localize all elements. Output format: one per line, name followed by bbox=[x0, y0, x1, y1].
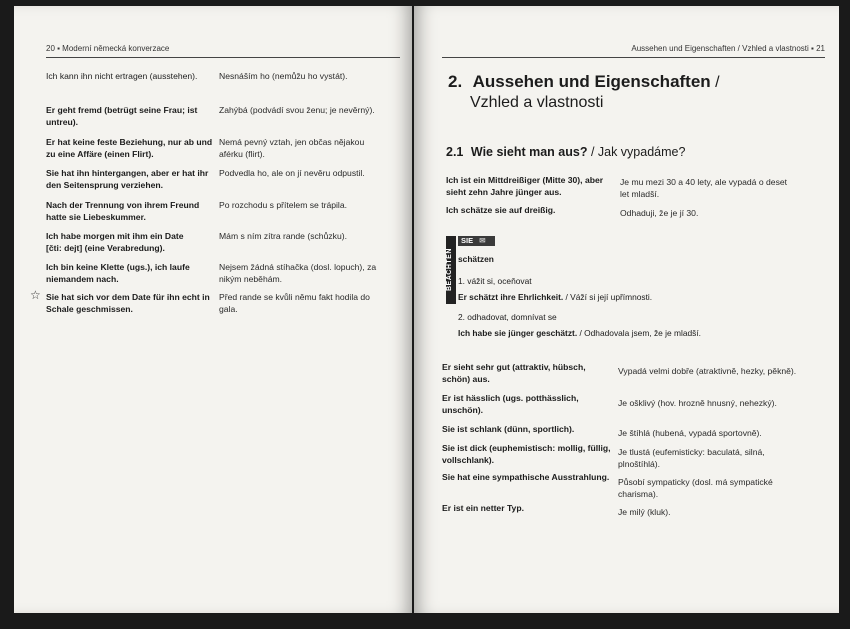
entry-cz: Po rozchodu s přítelem se trápila. bbox=[219, 200, 348, 210]
note-sense-2: 2. odhadovat, domnívat se bbox=[458, 312, 557, 322]
sie-tag-label: SIE bbox=[461, 236, 474, 245]
entry-de-line2: [čti: dejt] (eine Verabredung). bbox=[46, 243, 165, 253]
entry-de: Sie ist schlank (dünn, sportlich). bbox=[442, 424, 575, 434]
entry-cz: Nejsem žádná stíhačka (dosl. lopuch), za nikým neběhám. bbox=[219, 262, 377, 284]
note-sense-1: 1. vážit si, oceňovat bbox=[458, 276, 532, 286]
sie-tag bbox=[458, 236, 495, 246]
right-header-rule bbox=[442, 57, 825, 58]
intro-de: Ich ist ein Mittdreißiger (Mitte 30), aber sieht zehn Jahre jünger aus. bbox=[446, 175, 604, 197]
entry-de: Sie hat eine sympathische Ausstrahlung. bbox=[442, 472, 610, 482]
left-header-rule bbox=[46, 57, 400, 58]
entry-de: Ich kann ihn nicht ertragen (ausstehen). bbox=[46, 71, 198, 81]
chapter-heading bbox=[448, 72, 720, 92]
section-heading bbox=[446, 145, 685, 159]
entry-de: Er geht fremd (betrügt seine Frau; ist untreu). bbox=[46, 105, 198, 127]
entry-cz: Zahýbá (podvádí svou ženu; je nevěrný). bbox=[219, 105, 375, 115]
entry-cz: Podvedla ho, ale on jí nevěru odpustil. bbox=[219, 168, 365, 178]
entry-de: Nach der Trennung von ihrem Freund hatte sie Liebeskummer. bbox=[46, 200, 200, 222]
entry-cz: Působí sympaticky (dosl. má sympatické charisma). bbox=[618, 477, 773, 499]
entry-cz: Je tlustá (eufemisticky: baculatá, silná, plnoštíhlá). bbox=[618, 447, 765, 469]
section-number: 2.1 bbox=[446, 145, 464, 159]
note-example-2 bbox=[458, 328, 701, 339]
entry-de: Ich bin keine Klette (ugs.), ich laufe niemandem nach. bbox=[46, 262, 190, 284]
entry-de-line1: Ich habe morgen mit ihm ein Date bbox=[46, 231, 184, 241]
entry-cz: Vypadá velmi dobře (atraktivně, hezky, pěkně). bbox=[618, 366, 797, 376]
note-example-1-de: Er schätzt ihre Ehrlichkeit. bbox=[458, 292, 564, 302]
entry-de: Er ist ein netter Typ. bbox=[442, 503, 524, 513]
right-running-head: Aussehen und Eigenschaften / Vzhled a vlastnosti ▪ 21 bbox=[631, 44, 825, 53]
note-example-1 bbox=[458, 292, 652, 303]
entry-de: Sie ist dick (euphemistisch: mollig, füllig, vollschlank). bbox=[442, 443, 611, 465]
entry-cz: Je milý (kluk). bbox=[618, 507, 671, 517]
star-icon: ☆ bbox=[30, 288, 41, 302]
entry-de: Er hat keine feste Beziehung, nur ab und zu eine Affäre (einen Flirt). bbox=[46, 137, 213, 159]
beachten-label: BEACHTEN bbox=[446, 236, 456, 304]
left-page bbox=[14, 6, 412, 613]
chapter-title-de: Aussehen und Eigenschaften bbox=[472, 72, 711, 91]
entry-cz: Před rande se kvůli němu fakt hodila do gala. bbox=[219, 292, 370, 314]
entry-cz: Je štíhlá (hubená, vypadá sportovně). bbox=[618, 428, 762, 438]
note-headword: schätzen bbox=[458, 254, 494, 264]
entry-cz: Nemá pevný vztah, jen občas nějakou aférku (flirt). bbox=[219, 137, 365, 159]
entry-de: Er sieht sehr gut (attraktiv, hübsch, schön) aus. bbox=[442, 362, 586, 384]
intro-de: Ich schätze sie auf dreißig. bbox=[446, 205, 556, 215]
entry-cz: Mám s ním zítra rande (schůzku). bbox=[219, 231, 347, 241]
intro-cz: Je mu mezi 30 a 40 lety, ale vypadá o deset let mladší. bbox=[620, 177, 788, 199]
entry-cz: Je ošklivý (hov. hrozně hnusný, nehezký). bbox=[618, 398, 777, 408]
chapter-number: 2. bbox=[448, 72, 463, 91]
section-title-cz: / Jak vypadáme? bbox=[587, 145, 686, 159]
entry-de bbox=[46, 230, 221, 254]
chapter-title-cz: Vzhled a vlastnosti bbox=[470, 94, 604, 111]
left-running-head: 20 ▪ Moderní německá konverzace bbox=[46, 44, 170, 53]
entry-de: Sie hat ihn hintergangen, aber er hat ihr den Seitensprung verziehen. bbox=[46, 168, 209, 190]
entry-de: Sie hat sich vor dem Date für ihn echt in Schale geschmissen. bbox=[46, 292, 210, 314]
entry-de: Er ist hässlich (ugs. potthässlich, unschön). bbox=[442, 393, 579, 415]
intro-cz: Odhaduji, že je jí 30. bbox=[620, 208, 699, 218]
entry-cz: Nesnáším ho (nemůžu ho vystát). bbox=[219, 71, 348, 81]
note-example-1-cz: / Váží si její upřímnosti. bbox=[563, 292, 653, 302]
envelope-icon: ✉ bbox=[479, 236, 486, 245]
note-example-2-cz: / Odhadovala jsem, že je mladší. bbox=[577, 328, 701, 338]
note-example-2-de: Ich habe sie jünger geschätzt. bbox=[458, 328, 578, 338]
section-title-de: Wie sieht man aus? bbox=[470, 145, 588, 159]
right-page bbox=[414, 6, 839, 613]
chapter-separator: / bbox=[710, 74, 720, 91]
